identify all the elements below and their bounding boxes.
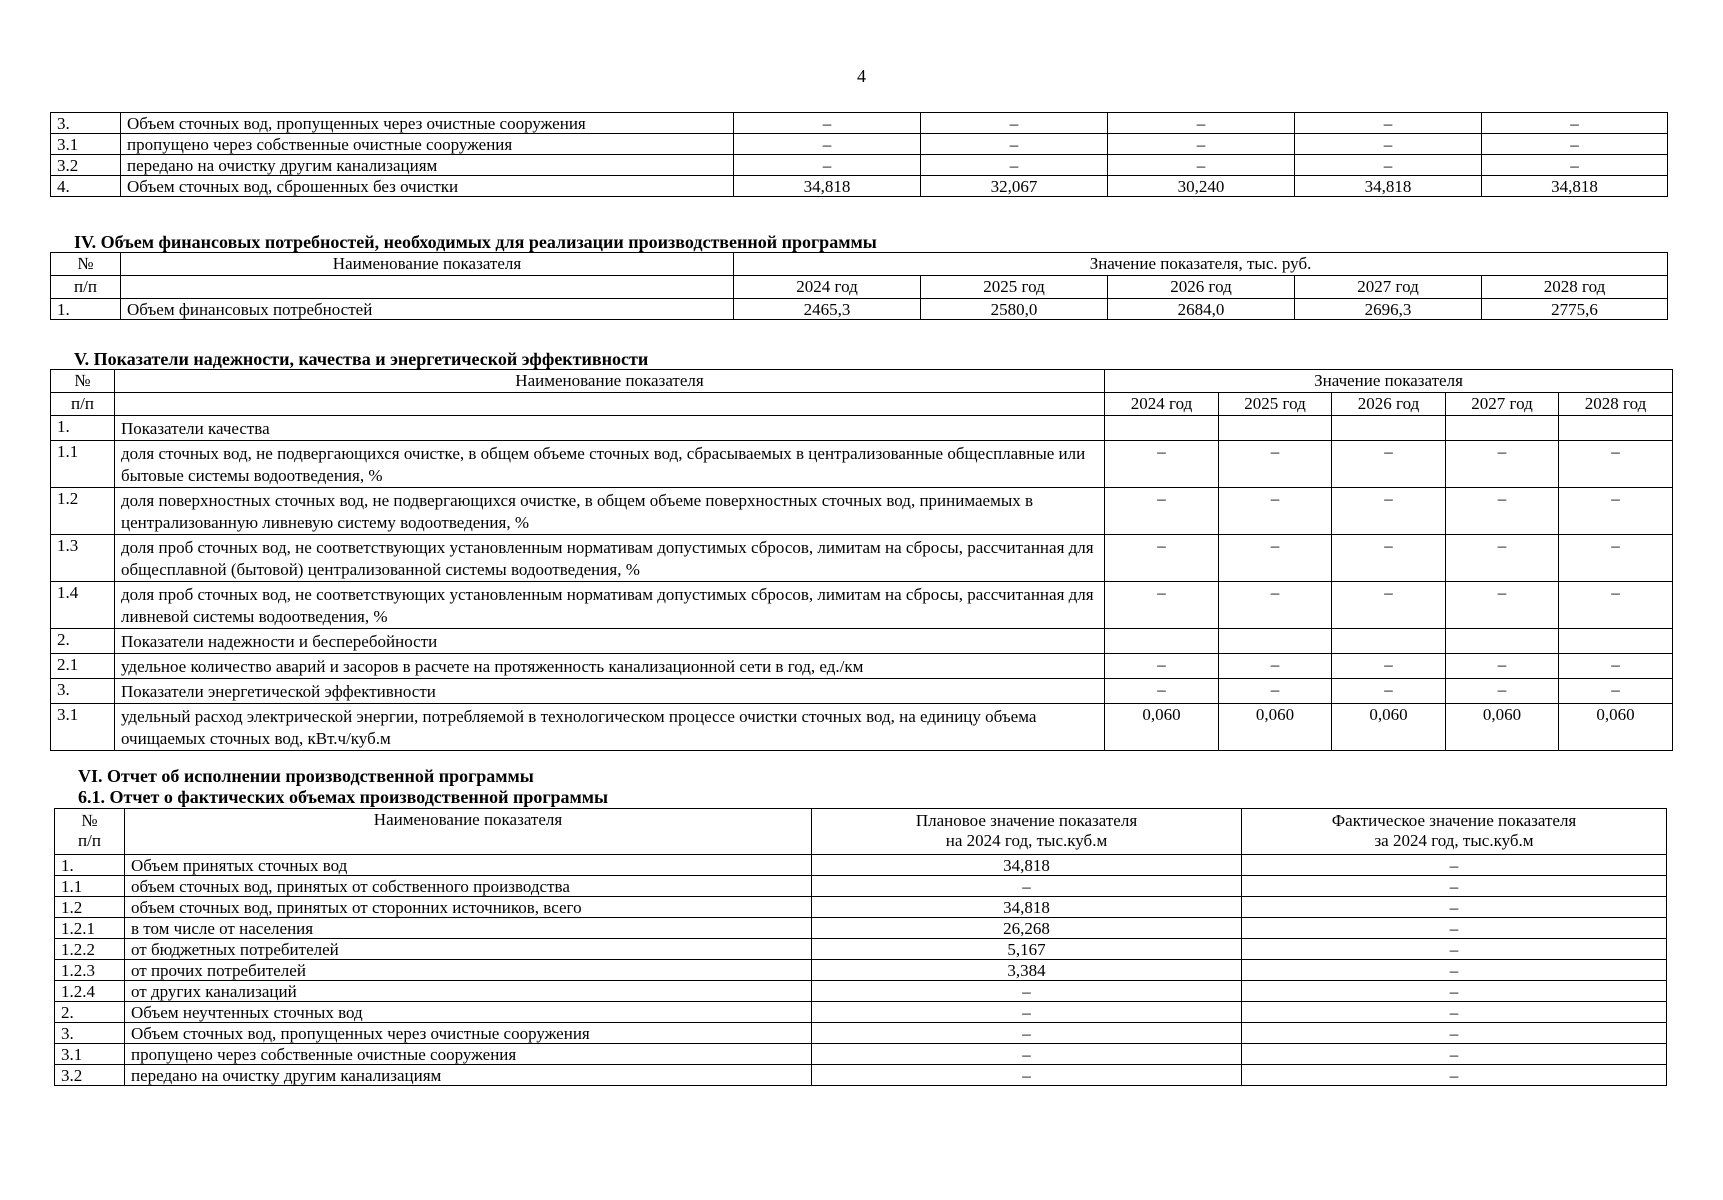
row-value: – (1295, 155, 1482, 176)
row-value: – (1332, 654, 1446, 679)
row-number: 1.3 (51, 535, 115, 582)
row-value: – (1446, 654, 1559, 679)
row-name: Объем принятых сточных вод (125, 855, 812, 876)
year-header: 2026 год (1108, 276, 1295, 299)
row-number: 1. (55, 855, 125, 876)
row-value: – (1446, 535, 1559, 582)
row-name: доля проб сточных вод, не соответствующих установленным нормативам допустимых сбросов, лимитам на сбросы, рассчитанная для общесплавной (бытовой) централизованной системы водоотведения, % (115, 535, 1105, 582)
table-row (55, 1002, 1667, 1023)
row-fact: – (1242, 876, 1667, 897)
row-value (1332, 629, 1446, 654)
header-value: Значение показателя, тыс. руб. (734, 253, 1668, 276)
row-value (1446, 416, 1559, 441)
table-row (55, 876, 1667, 897)
table-row (51, 704, 1673, 751)
row-number: 1.2.1 (55, 918, 125, 939)
row-name: доля сточных вод, не подвергающихся очистке, в общем объеме сточных вод, сбрасываемых в централизованные общесплавные или бытовые системы водоотведения, % (115, 441, 1105, 488)
row-number: 1.2.2 (55, 939, 125, 960)
row-plan: – (812, 1023, 1242, 1044)
row-plan: – (812, 1065, 1242, 1086)
row-value: – (1105, 441, 1219, 488)
header-num-2: п/п (51, 393, 115, 416)
row-plan: – (812, 1002, 1242, 1023)
row-value: – (1559, 654, 1673, 679)
row-fact: – (1242, 897, 1667, 918)
row-fact: – (1242, 981, 1667, 1002)
row-plan: – (812, 1044, 1242, 1065)
header-name: Наименование показателя (125, 809, 812, 855)
row-number: 1.1 (55, 876, 125, 897)
row-value (1559, 629, 1673, 654)
row-value: 34,818 (1482, 176, 1668, 197)
row-value: – (1559, 535, 1673, 582)
row-name: объем сточных вод, принятых от сторонних источников, всего (125, 897, 812, 918)
header-plan (812, 809, 1242, 855)
row-value: – (1219, 488, 1332, 535)
row-name: Показатели качества (115, 416, 1105, 441)
table-row (51, 535, 1673, 582)
row-value: 34,818 (1295, 176, 1482, 197)
row-value (1219, 416, 1332, 441)
section-4-title: IV. Объем финансовых потребностей, необходимых для реализации производственной программы (74, 232, 877, 252)
row-fact: – (1242, 939, 1667, 960)
row-value: 0,060 (1219, 704, 1332, 751)
row-value: 2696,3 (1295, 299, 1482, 320)
row-name: Показатели надежности и бесперебойности (115, 629, 1105, 654)
row-value: – (1108, 155, 1295, 176)
row-name: удельный расход электрической энергии, потребляемой в технологическом процессе очистки сточных вод, на единицу объема очищаемых сточных вод, кВт.ч/куб.м (115, 704, 1105, 751)
row-number: 2.1 (51, 654, 115, 679)
table-row (51, 176, 1668, 197)
table-row (51, 299, 1668, 320)
row-value: – (1105, 679, 1219, 704)
row-value: – (1332, 441, 1446, 488)
row-number: 3. (51, 113, 121, 134)
table-row (55, 1065, 1667, 1086)
row-value: – (1295, 113, 1482, 134)
row-name: Объем сточных вод, пропущенных через очистные сооружения (125, 1023, 812, 1044)
year-header: 2027 год (1295, 276, 1482, 299)
table-row (51, 629, 1673, 654)
table-row (51, 155, 1668, 176)
year-header: 2024 год (734, 276, 921, 299)
row-number: 2. (51, 629, 115, 654)
header-name: Наименование показателя (121, 253, 734, 276)
row-value: – (921, 134, 1108, 155)
row-value: 0,060 (1105, 704, 1219, 751)
header-name: Наименование показателя (115, 370, 1105, 393)
row-value: – (1446, 582, 1559, 629)
row-number: 1.2 (51, 488, 115, 535)
table-row (55, 897, 1667, 918)
row-fact: – (1242, 960, 1667, 981)
row-value: – (1219, 441, 1332, 488)
row-value: – (1332, 488, 1446, 535)
year-header: 2026 год (1332, 393, 1446, 416)
row-name: доля проб сточных вод, не соответствующих установленным нормативам допустимых сбросов, лимитам на сбросы, рассчитанная для ливневой системы водоотведения, % (115, 582, 1105, 629)
row-number: 2. (55, 1002, 125, 1023)
row-number: 1. (51, 416, 115, 441)
row-name: пропущено через собственные очистные сооружения (125, 1044, 812, 1065)
row-value: – (1482, 134, 1668, 155)
table-row (55, 981, 1667, 1002)
header-name-empty (121, 276, 734, 299)
actual-volumes-table (54, 808, 1667, 1086)
table-row (51, 134, 1668, 155)
row-value: 0,060 (1559, 704, 1673, 751)
row-value: – (734, 155, 921, 176)
row-name: пропущено через собственные очистные сооружения (121, 134, 734, 155)
row-value: – (1108, 134, 1295, 155)
page-number: 4 (857, 66, 866, 86)
row-value: 2465,3 (734, 299, 921, 320)
header-num (55, 809, 125, 855)
row-number: 1.2.4 (55, 981, 125, 1002)
year-header: 2024 год (1105, 393, 1219, 416)
row-value: 0,060 (1332, 704, 1446, 751)
table-row (55, 1023, 1667, 1044)
row-name: Объем неучтенных сточных вод (125, 1002, 812, 1023)
row-number: 3.1 (51, 134, 121, 155)
row-value: – (734, 134, 921, 155)
row-name: передано на очистку другим канализациям (121, 155, 734, 176)
row-plan: 34,818 (812, 897, 1242, 918)
row-number: 3.2 (55, 1065, 125, 1086)
header-plan-line1: Плановое значение показателя (915, 811, 1138, 830)
row-value: – (1219, 535, 1332, 582)
row-value (1559, 416, 1673, 441)
row-value: – (1559, 679, 1673, 704)
row-value: – (1332, 679, 1446, 704)
row-value: – (1559, 488, 1673, 535)
table-row (55, 960, 1667, 981)
row-number: 4. (51, 176, 121, 197)
row-value (1219, 629, 1332, 654)
header-num: № (51, 370, 115, 393)
row-name: удельное количество аварий и засоров в расчете на протяженность канализационной сети в год, ед./км (115, 654, 1105, 679)
row-value: – (1559, 582, 1673, 629)
row-value: – (1295, 134, 1482, 155)
header-num-2: п/п (51, 276, 121, 299)
row-name: доля поверхностных сточных вод, не подвергающихся очистке, в общем объеме поверхностных сточных вод, принимаемых в централизованную ливневую систему водоотведения, % (115, 488, 1105, 535)
table-row (51, 654, 1673, 679)
row-value: 0,060 (1446, 704, 1559, 751)
row-name: Показатели энергетической эффективности (115, 679, 1105, 704)
row-plan: 3,384 (812, 960, 1242, 981)
table-row (55, 939, 1667, 960)
year-header: 2027 год (1446, 393, 1559, 416)
row-value: – (1482, 113, 1668, 134)
year-header: 2025 год (921, 276, 1108, 299)
row-value: – (1332, 582, 1446, 629)
row-value: – (1332, 535, 1446, 582)
year-header: 2028 год (1482, 276, 1668, 299)
row-value: – (1105, 488, 1219, 535)
row-name: объем сточных вод, принятых от собственного производства (125, 876, 812, 897)
row-fact: – (1242, 855, 1667, 876)
row-value: – (1108, 113, 1295, 134)
row-value: 34,818 (734, 176, 921, 197)
section-6-1-subtitle: 6.1. Отчет о фактических объемах производственной программы (78, 787, 609, 807)
row-value: – (1446, 441, 1559, 488)
row-name: передано на очистку другим канализациям (125, 1065, 812, 1086)
row-number: 1. (51, 299, 121, 320)
table-row (51, 488, 1673, 535)
row-number: 1.2.3 (55, 960, 125, 981)
row-number: 1.2 (55, 897, 125, 918)
section-5-title: V. Показатели надежности, качества и энергетической эффективности (74, 349, 649, 369)
header-fact-line2: за 2024 год, тыс.куб.м (1374, 831, 1534, 850)
row-plan: 26,268 (812, 918, 1242, 939)
row-number: 1.1 (51, 441, 115, 488)
row-value: – (1105, 535, 1219, 582)
row-name: Объем финансовых потребностей (121, 299, 734, 320)
row-number: 3.1 (55, 1044, 125, 1065)
wastewater-volume-table (50, 112, 1668, 197)
row-plan: 34,818 (812, 855, 1242, 876)
row-value: – (1446, 488, 1559, 535)
table-row (55, 855, 1667, 876)
table-row (51, 441, 1673, 488)
row-value: – (1105, 582, 1219, 629)
row-number: 1.4 (51, 582, 115, 629)
row-value (1105, 416, 1219, 441)
row-name: от других канализаций (125, 981, 812, 1002)
financial-needs-table (50, 252, 1668, 320)
section-6-title: VI. Отчет об исполнении производственной программы (78, 766, 534, 786)
row-value (1332, 416, 1446, 441)
header-name-empty (115, 393, 1105, 416)
header-num-line1: № (81, 811, 98, 830)
row-value: 32,067 (921, 176, 1108, 197)
row-plan: 5,167 (812, 939, 1242, 960)
row-fact: – (1242, 1044, 1667, 1065)
quality-indicators-table (50, 369, 1673, 751)
header-value: Значение показателя (1105, 370, 1673, 393)
row-value: – (1219, 679, 1332, 704)
row-fact: – (1242, 918, 1667, 939)
row-value: – (1559, 441, 1673, 488)
row-fact: – (1242, 1002, 1667, 1023)
year-header: 2028 год (1559, 393, 1673, 416)
header-num-line2: п/п (78, 831, 101, 850)
row-value (1446, 629, 1559, 654)
header-fact (1242, 809, 1667, 855)
table-row (51, 679, 1673, 704)
header-fact-line1: Фактическое значение показателя (1331, 811, 1577, 830)
row-value: – (1482, 155, 1668, 176)
row-number: 3. (55, 1023, 125, 1044)
row-value: – (1219, 582, 1332, 629)
header-plan-line2: на 2024 год, тыс.куб.м (945, 831, 1108, 850)
row-number: 3. (51, 679, 115, 704)
row-value: – (1446, 679, 1559, 704)
row-value: – (921, 155, 1108, 176)
row-number: 3.2 (51, 155, 121, 176)
table-row (51, 416, 1673, 441)
row-value: 2684,0 (1108, 299, 1295, 320)
row-value (1105, 629, 1219, 654)
row-value: – (1105, 654, 1219, 679)
table-row (55, 1044, 1667, 1065)
row-fact: – (1242, 1023, 1667, 1044)
row-value: 2775,6 (1482, 299, 1668, 320)
row-name: от прочих потребителей (125, 960, 812, 981)
table-row (51, 582, 1673, 629)
row-value: 30,240 (1108, 176, 1295, 197)
table-row (55, 918, 1667, 939)
row-plan: – (812, 876, 1242, 897)
header-num: № (51, 253, 121, 276)
row-fact: – (1242, 1065, 1667, 1086)
row-name: от бюджетных потребителей (125, 939, 812, 960)
row-value: – (734, 113, 921, 134)
row-value: 2580,0 (921, 299, 1108, 320)
row-value: – (921, 113, 1108, 134)
year-header: 2025 год (1219, 393, 1332, 416)
row-name: в том числе от населения (125, 918, 812, 939)
row-number: 3.1 (51, 704, 115, 751)
row-name: Объем сточных вод, сброшенных без очистки (121, 176, 734, 197)
row-value: – (1219, 654, 1332, 679)
table-row (51, 113, 1668, 134)
row-plan: – (812, 981, 1242, 1002)
row-name: Объем сточных вод, пропущенных через очистные сооружения (121, 113, 734, 134)
